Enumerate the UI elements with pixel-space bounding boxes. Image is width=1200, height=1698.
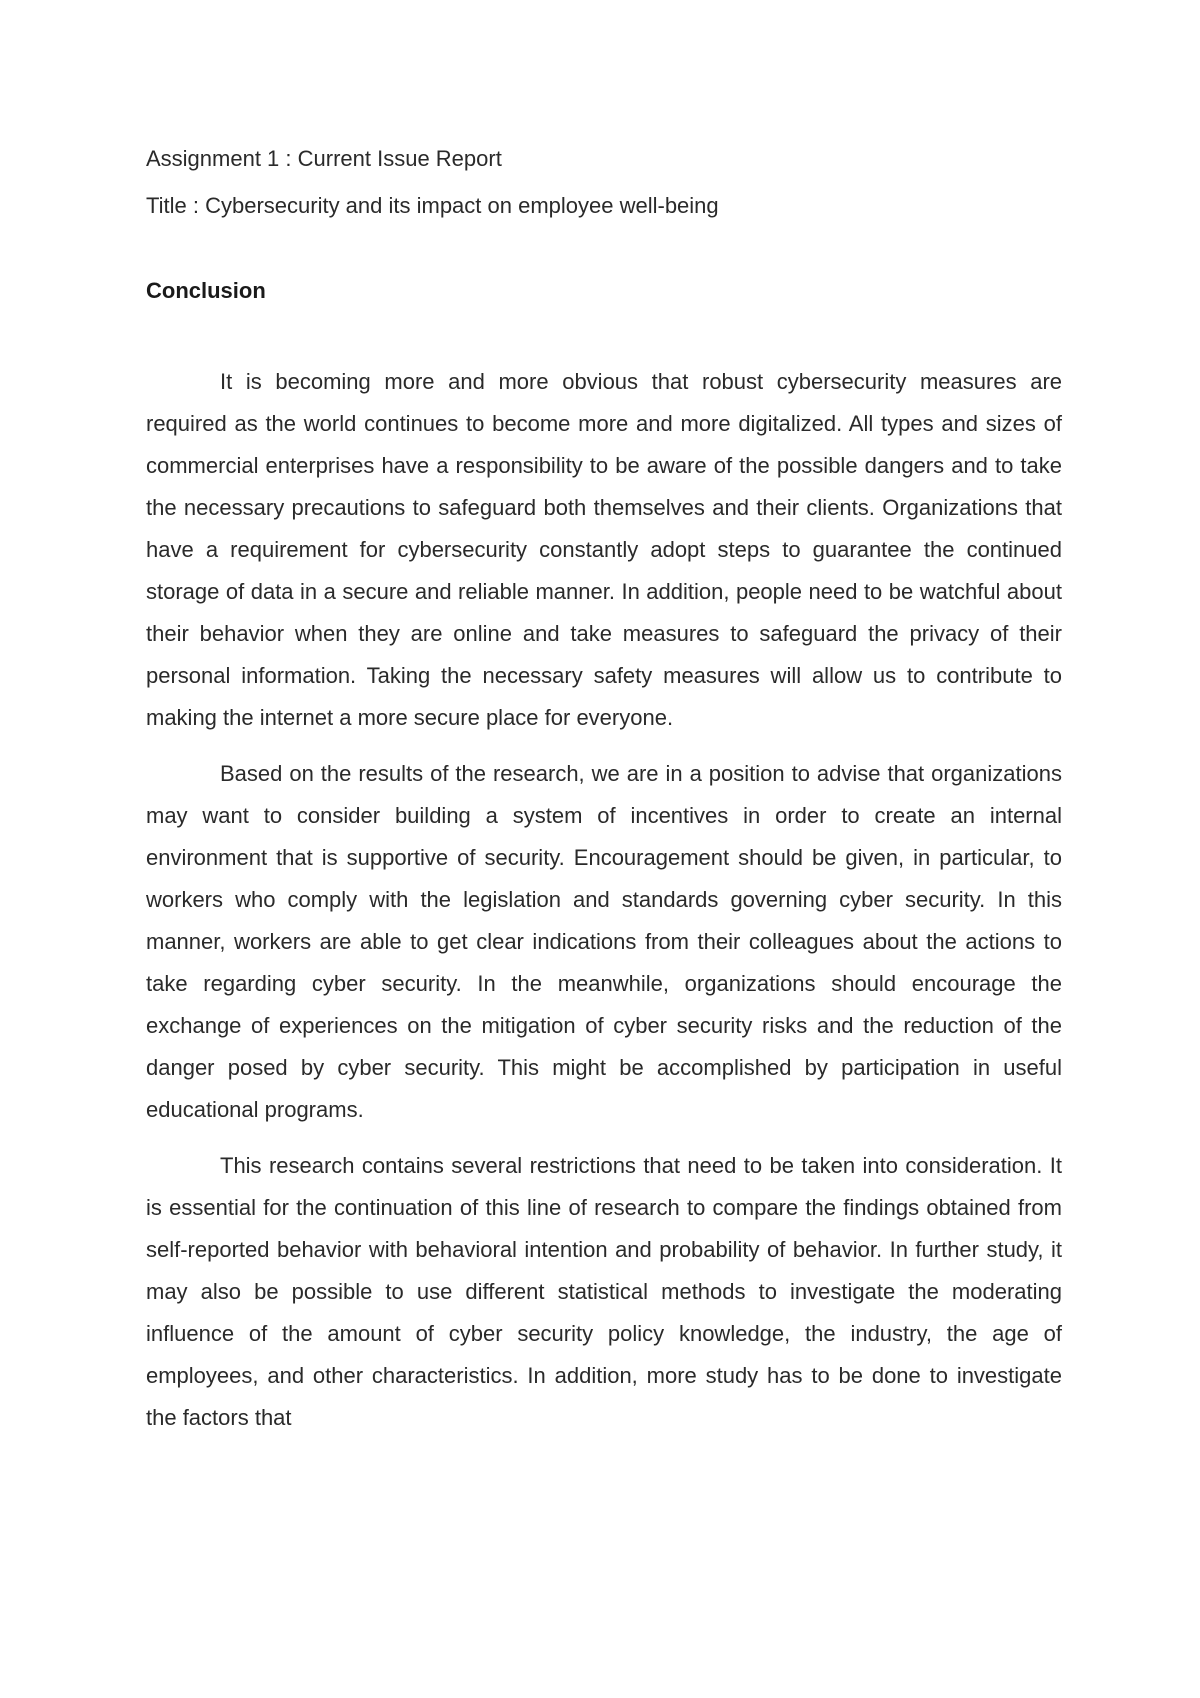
document-title: Title : Cybersecurity and its impact on employee well-being (146, 193, 719, 218)
paragraph-2: Based on the results of the research, we are in a position to advise that organizations may want to consider building a system of incentives in order to create an internal environment that is supportive of security. Encouragement should be given, in particular, to workers who comply with the legislation and standards governing cyber security. In this manner, workers are able to get clear indications from their colleagues about the actions to take regarding cyber security. In the meanwhile, organizations should encourage the exchange of experiences on the mitigation of cyber security risks and the reduction of the danger posed by cyber security. This might be accomplished by participation in useful educational programs. (146, 761, 1062, 1122)
paragraph-3: This research contains several restrictions that need to be taken into consideration. It is essential for the continuation of this line of research to compare the findings obtained from self-reported behavior with behavioral intention and probability of behavior. In further study, it may also be possible to use different statistical methods to investigate the moderating influence of the amount of cyber security policy knowledge, the industry, the age of employees, and other characteristics. In addition, more study has to be done to investigate the factors that (146, 1153, 1062, 1430)
section-heading: Conclusion (146, 278, 266, 303)
document-page (146, 142, 1062, 1439)
assignment-line: Assignment 1 : Current Issue Report (146, 146, 502, 171)
paragraph-1: It is becoming more and more obvious that robust cybersecurity measures are required as the world continues to become more and more digitalized. All types and sizes of commercial enterprises have a responsibility to be aware of the possible dangers and to take the necessary precautions to safeguard both themselves and their clients. Organizations that have a requirement for cybersecurity constantly adopt steps to guarantee the continued storage of data in a secure and reliable manner. In addition, people need to be watchful about their behavior when they are online and take measures to safeguard the privacy of their personal information. Taking the necessary safety measures will allow us to contribute to making the internet a more secure place for everyone. (146, 369, 1062, 730)
